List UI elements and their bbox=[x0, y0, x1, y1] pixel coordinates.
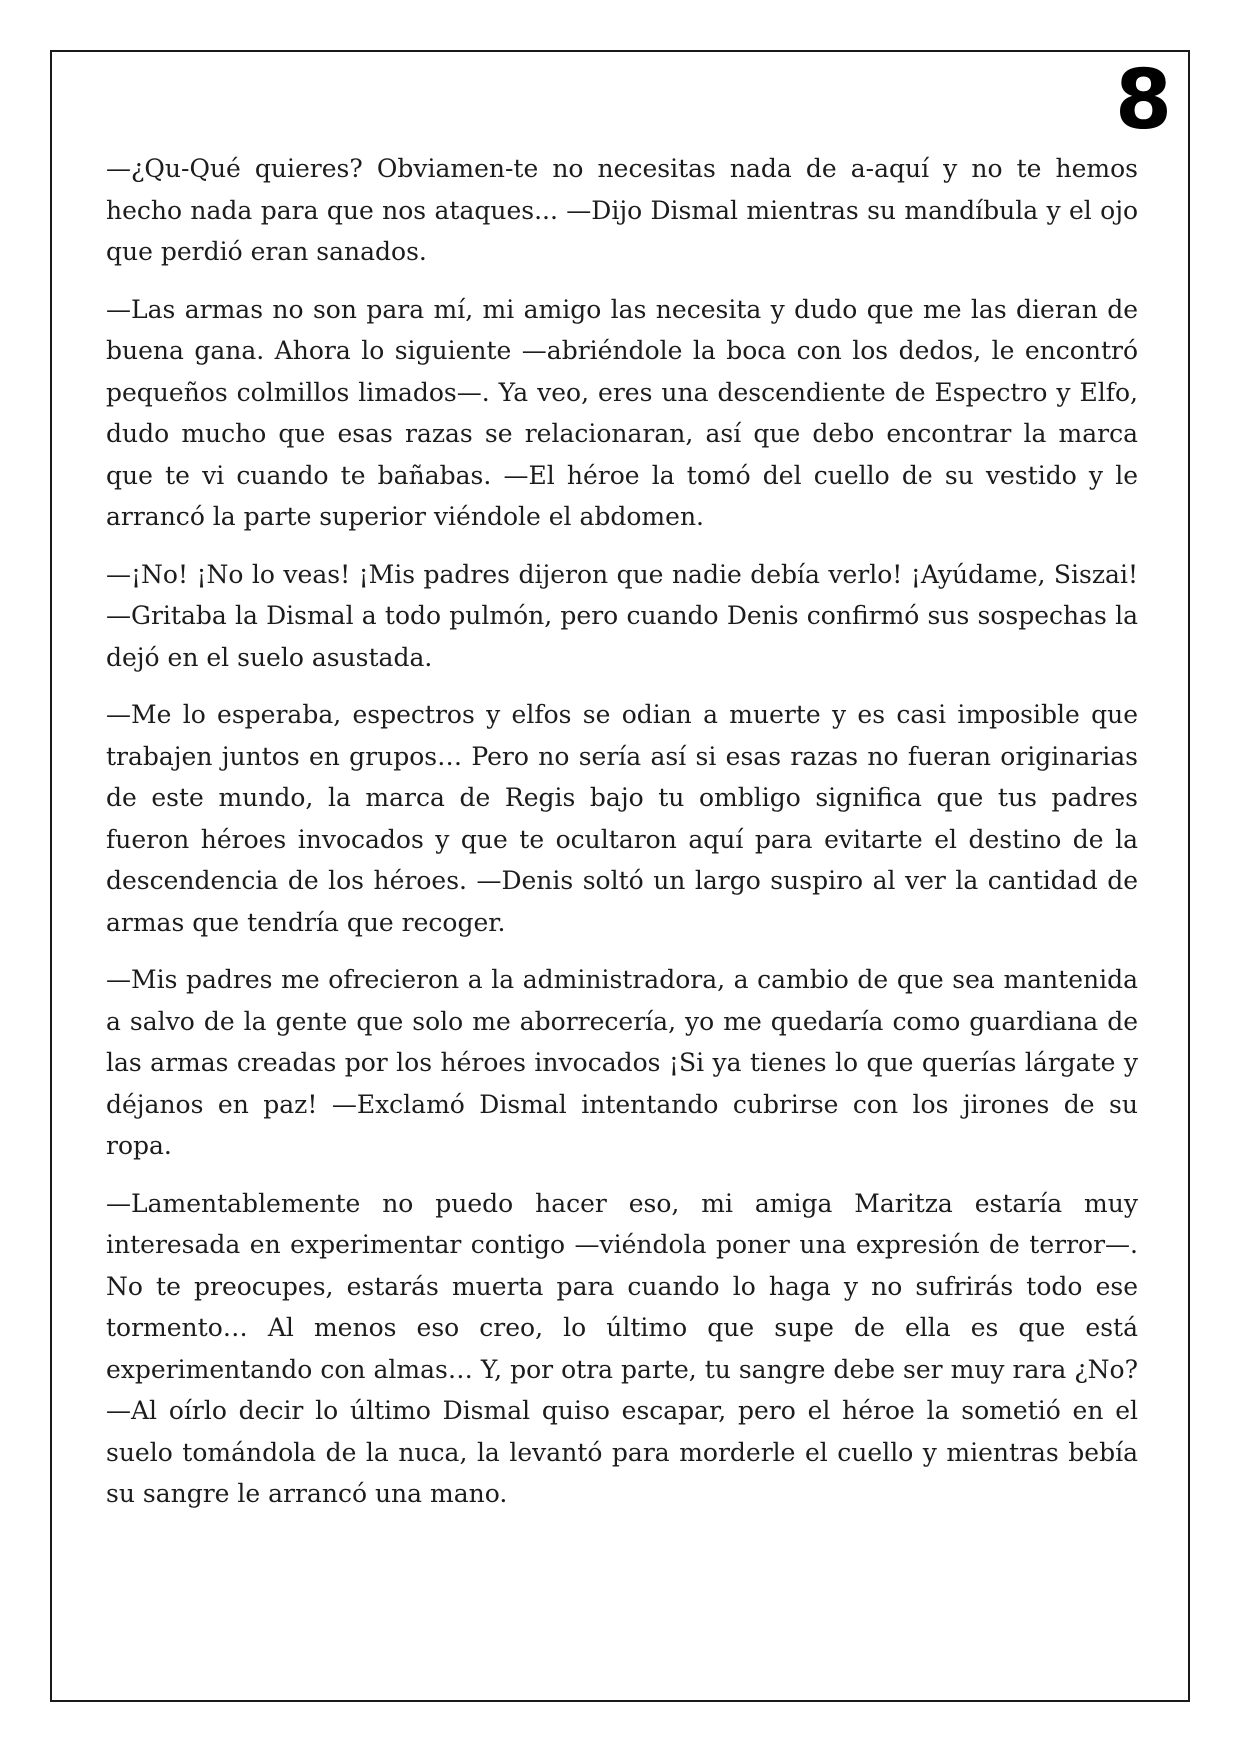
page-frame bbox=[50, 50, 1190, 1702]
paragraph-4: —Me lo esperaba, espectros y elfos se odian a muerte y es casi imposible que trabajen juntos en grupos… Pero no sería así si esas razas no fueran originarias de este mundo, la marca de Regis bajo tu ombligo significa que tus padres fueron héroes invocados y que te ocultaron aquí para evitarte el destino de la descendencia de los héroes. —Denis soltó un largo suspiro al ver la cantidad de armas que tendría que recoger. bbox=[106, 700, 1138, 937]
paragraph-3: —¡No! ¡No lo veas! ¡Mis padres dijeron que nadie debía verlo! ¡Ayúdame, Siszai! —Gritaba la Dismal a todo pulmón, pero cuando Denis confirmó sus sospechas la dejó en el suelo asustada. bbox=[106, 559, 1138, 672]
paragraph-2: —Las armas no son para mí, mi amigo las necesita y dudo que me las dieran de buena gana. Ahora lo siguiente —abriéndole la boca con los dedos, le encontró pequeños colmillos limados—. Ya veo, eres una descendiente de Espectro y Elfo, dudo mucho que esas razas se relacionaran, así que debo encontrar la marca que te vi cuando te bañabas. —El héroe la tomó del cuello de su vestido y le arrancó la parte superior viéndole el abdomen. bbox=[106, 294, 1138, 531]
paragraph-6: —Lamentablemente no puedo hacer eso, mi amiga Maritza estaría muy interesada en experimentar contigo —viéndola poner una expresión de terror—. No te preocupes, estarás muerta para cuando lo haga y no sufrirás todo ese tormento… Al menos eso creo, lo último que supe de ella es que está experimentando con almas… Y, por otra parte, tu sangre debe ser muy rara ¿No? —Al oírlo decir lo último Dismal quiso escapar, pero el héroe la sometió en el suelo tomándola de la nuca, la levantó para morderle el cuello y mientras bebía su sangre le arrancó una mano. bbox=[106, 1188, 1138, 1508]
text-body bbox=[106, 148, 1138, 1531]
paragraph-1: —¿Qu-Qué quieres? Obviamen-te no necesitas nada de a-aquí y no te hemos hecho nada para que nos ataques... —Dijo Dismal mientras su mandíbula y el ojo que perdió eran sanados. bbox=[106, 154, 1138, 266]
page-number: 8 bbox=[1114, 53, 1172, 148]
paragraph-5: —Mis padres me ofrecieron a la administradora, a cambio de que sea mantenida a salvo de la gente que solo me aborrecería, yo me quedaría como guardiana de las armas creadas por los héroes invocados ¡Si ya tienes lo que querías lárgate y déjanos en paz! —Exclamó Dismal intentando cubrirse con los jirones de su ropa. bbox=[106, 965, 1138, 1160]
